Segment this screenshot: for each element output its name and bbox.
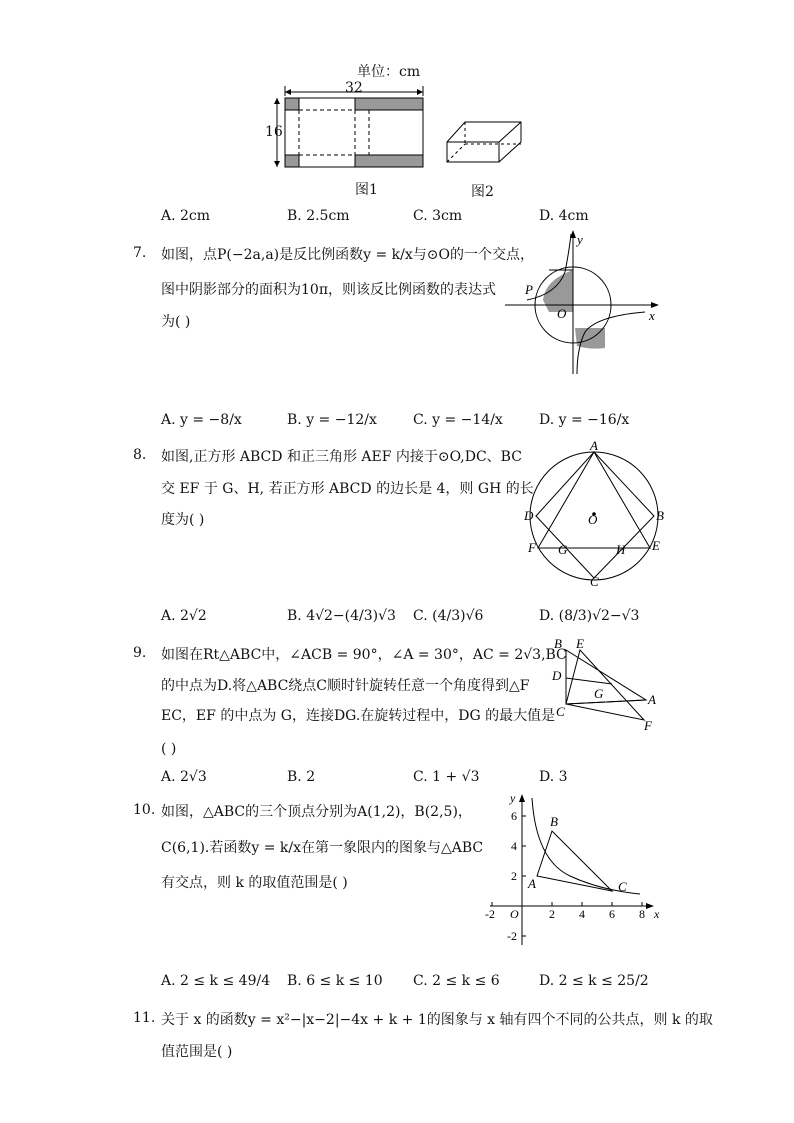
q10-line-3: 有交点，则 k 的取值范围是( ) xyxy=(161,875,348,891)
q8-option-c: C. (4/3)√6 xyxy=(413,608,484,624)
q10-figure xyxy=(480,790,665,950)
height-label: 16 xyxy=(265,124,283,140)
q7-option-c: C. y = −14/x xyxy=(413,412,503,428)
q10-line-2: C(6,1).若函数y = k/x在第一象限内的图象与△ABC xyxy=(161,840,484,856)
q8-figure xyxy=(522,440,667,588)
q9-line-3: EC，EF 的中点为 G，连接DG.在旋转过程中，DG 的最大值是 xyxy=(161,708,556,724)
label-b: B xyxy=(550,814,558,829)
x-axis-label: x xyxy=(649,308,655,323)
q9-number: 9. xyxy=(133,645,147,661)
y-axis-label: y xyxy=(577,232,583,247)
q7-option-b: B. y = −12/x xyxy=(287,412,377,428)
q6-figure-drawing xyxy=(265,60,535,205)
q9-figure xyxy=(552,636,664,732)
label-g: G xyxy=(558,542,568,557)
point-p-label: P xyxy=(525,282,533,297)
q9-line-2: 的中点为D.将△ABC绕点C顺时针旋转任意一个角度得到△F xyxy=(161,678,530,694)
q10-line-1: 如图，△ABC的三个顶点分别为A(1,2)，B(2,5)， xyxy=(161,804,472,820)
ytick-neg2: -2 xyxy=(507,929,517,943)
q10-number: 10. xyxy=(133,802,156,818)
xtick-6: 6 xyxy=(609,907,615,921)
q11-number: 11. xyxy=(133,1010,156,1026)
q7-figure xyxy=(505,228,665,376)
q9-option-d: D. 3 xyxy=(539,769,568,785)
ytick-2: 2 xyxy=(511,869,517,883)
unit-label: 单位：cm xyxy=(357,64,421,80)
label-e: E xyxy=(576,636,584,651)
width-label: 32 xyxy=(345,80,363,96)
label-g: G xyxy=(594,686,604,701)
q6-option-b: B. 2.5cm xyxy=(287,208,350,224)
label-a: A xyxy=(590,438,598,453)
label-d: D xyxy=(552,668,562,683)
q6-option-a: A. 2cm xyxy=(161,208,211,224)
origin-label: O xyxy=(510,907,519,921)
label-e: E xyxy=(652,538,660,553)
q6-option-c: C. 3cm xyxy=(413,208,463,224)
caption-fig2: 图2 xyxy=(471,184,494,200)
q8-option-d: D. (8/3)√2−√3 xyxy=(539,608,640,624)
xtick-4: 4 xyxy=(579,907,585,921)
label-a: A xyxy=(648,692,656,707)
q9-option-c: C. 1 + √3 xyxy=(413,769,480,785)
label-f: F xyxy=(644,718,652,733)
label-c: C xyxy=(590,574,599,589)
q8-line-2: 交 EF 于 G、H, 若正方形 ABCD 的边长是 4，则 GH 的长 xyxy=(161,481,534,497)
label-o: O xyxy=(588,512,598,527)
label-c: C xyxy=(556,704,565,719)
q11-line-1: 关于 x 的函数y = x²−|x−2|−4x + k + 1的图象与 x 轴有四个不同的公共点，则 k 的取 xyxy=(161,1012,713,1028)
q9-line-1: 如图在Rt△ABC中，∠ACB = 90°，∠A = 30°，AC = 2√3,BC xyxy=(161,647,567,663)
label-h: H xyxy=(616,542,626,557)
q8-line-1: 如图,正方形 ABCD 和正三角形 AEF 内接于⊙O,DC、BC xyxy=(161,449,522,465)
origin-label: O xyxy=(557,306,567,321)
label-b: B xyxy=(554,636,562,651)
q8-option-a: A. 2√2 xyxy=(161,608,207,624)
q8-line-3: 度为( ) xyxy=(161,512,205,528)
caption-fig1: 图1 xyxy=(355,182,378,198)
label-b: B xyxy=(656,508,664,523)
q10-option-d: D. 2 ≤ k ≤ 25/2 xyxy=(539,973,649,989)
q7-option-d: D. y = −16/x xyxy=(539,412,630,428)
q9-option-b: B. 2 xyxy=(287,769,316,785)
q6-option-d: D. 4cm xyxy=(539,208,589,224)
q8-option-b: B. 4√2−(4/3)√3 xyxy=(287,608,396,624)
q6-figure xyxy=(265,60,535,205)
q9-line-4: ( ) xyxy=(161,741,177,757)
label-a: A xyxy=(528,876,536,891)
xtick-2: 2 xyxy=(549,907,555,921)
x-axis-label: x xyxy=(654,907,660,921)
q7-option-a: A. y = −8/x xyxy=(161,412,242,428)
ytick-4: 4 xyxy=(511,839,517,853)
q7-line-3: 为( ) xyxy=(161,314,191,330)
q9-option-a: A. 2√3 xyxy=(161,769,207,785)
q11-line-2: 值范围是( ) xyxy=(161,1044,233,1060)
q10-option-a: A. 2 ≤ k ≤ 49/4 xyxy=(161,973,271,989)
q7-line-2: 图中阴影部分的面积为10π，则该反比例函数的表达式 xyxy=(161,282,497,298)
q7-line-1: 如图，点P(−2a,a)是反比例函数y = k/x与⊙O的一个交点， xyxy=(161,247,534,263)
label-d: D xyxy=(524,508,534,523)
q7-number: 7. xyxy=(133,245,147,261)
xtick-neg2: -2 xyxy=(485,907,495,921)
q8-number: 8. xyxy=(133,447,147,463)
label-c: C xyxy=(618,879,627,894)
q10-option-c: C. 2 ≤ k ≤ 6 xyxy=(413,973,500,989)
label-f: F xyxy=(528,540,536,555)
q10-option-b: B. 6 ≤ k ≤ 10 xyxy=(287,973,383,989)
y-axis-label: y xyxy=(510,791,516,805)
xtick-8: 8 xyxy=(639,907,645,921)
ytick-6: 6 xyxy=(511,809,517,823)
